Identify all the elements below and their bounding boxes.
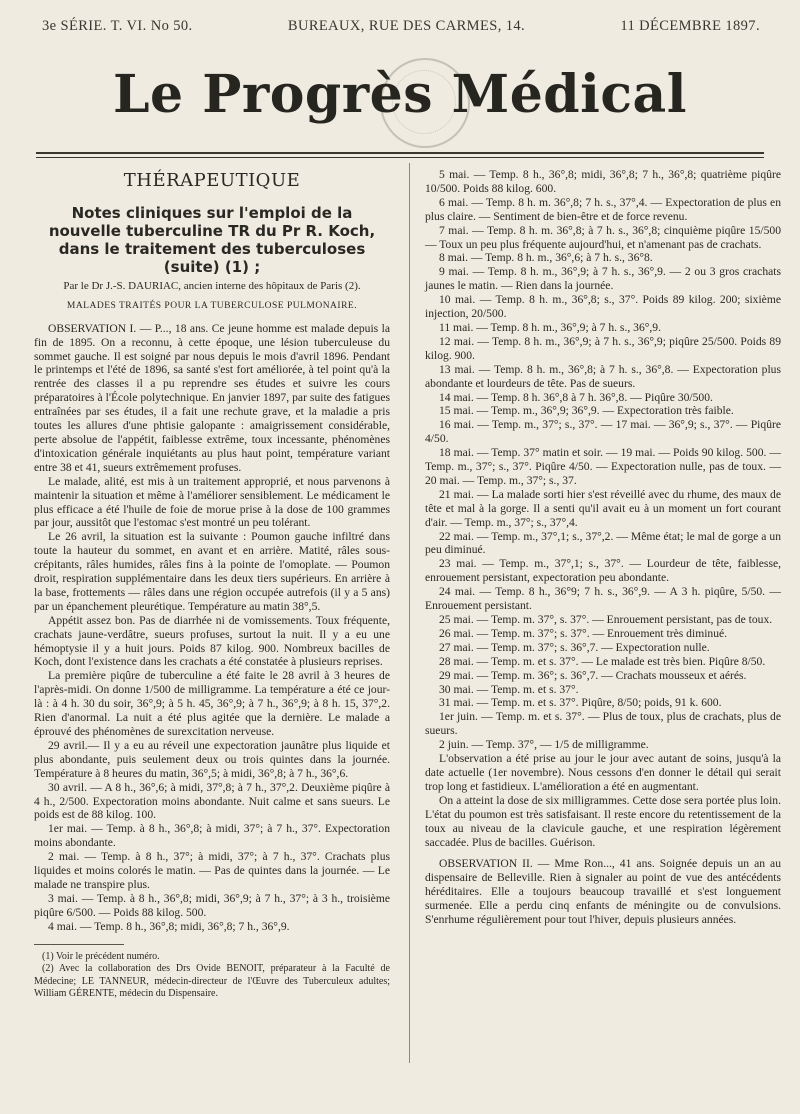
article-subhead: MALADES TRAITÉS POUR LA TUBERCULOSE PULMONAIRE. bbox=[66, 300, 358, 311]
left-paragraph: 4 mai. — Temp. 8 h., 36°,8; midi, 36°,8; 7 h., 36°,9. bbox=[48, 919, 290, 933]
right-paragraph: 2 juin. — Temp. 37°, — 1/5 de milligramme. bbox=[439, 738, 649, 752]
left-paragraph: Le 26 avril, la situation est la suivante : Poumon gauche infiltré dans toute la hauteur du sommet, en avant et en arrière. Matité, râles sous-crépitants, râles humides, râles fins à la pointe de l'omoplate. — Poumon droit, respiration supplémentaire dans les deux tiers supérieurs. En arrière à la base, frottements — râles dans une région occupée autrefois (il y a 5 ans) par un épanchement pleurétique. Température au matin 38°,5. bbox=[34, 530, 390, 613]
office-address: BUREAUX, RUE DES CARMES, 14. bbox=[287, 18, 526, 34]
left-paragraph: La première piqûre de tuberculine a été faite le 28 avril à 3 heures de l'après-midi. On donne 1/500 de milligramme. La température a été ce jour-là : à 4 h. 30 du soir, 36°,9; à 5 h. 45, 36°,9; à 7 h., 36°,9; à 8 h. 15, 37°,2. Rien d'anormal. La nuit a été plus agitée que la dernière. Le malade a éprouvé des phénomènes de surexcitation nerveuse. bbox=[34, 669, 390, 738]
right-paragraph: OBSERVATION II. — Mme Ron..., 41 ans. Soignée depuis un an au dispensaire de Belleville. Rien à signaler au point de vue des antécédents héréditaires. Elle a toujours beaucoup travaillé et s'est longuement surmenée. Elle a perdu cinq enfants de méningite ou de convulsions. S'enrhume régulièrement pour tout l'hiver, depuis plusieurs années. bbox=[425, 857, 781, 927]
left-paragraph: 29 avril.— Il y a eu au réveil une expectoration jaunâtre plus liquide et plus abondante, puis seulement deux ou trois quintes dans la journée. Température à 8 heures du matin, 36°,5; à midi, 36°,8; à 7 h., 36°,6. bbox=[34, 738, 390, 780]
right-column bbox=[425, 168, 781, 927]
masthead-rule bbox=[36, 152, 764, 154]
right-paragraph: 7 mai. — Temp. 8 h. m. 36°,8; à 7 h. s., 36°,8; cinquième piqûre 15/500 — Toux un peu plus fréquente aujourd'hui, et n'amenant pas de crachats. bbox=[425, 223, 781, 251]
right-paragraph: 22 mai. — Temp. m., 37°,1; s., 37°,2. — Même état; le mal de gorge a un peu diminué. bbox=[425, 529, 781, 557]
right-paragraph: 1er juin. — Temp. m. et s. 37°. — Plus de toux, plus de crachats, plus de sueurs. bbox=[425, 710, 781, 738]
right-paragraph: 24 mai. — Temp. 8 h., 36°9; 7 h. s., 36°,9. — A 3 h. piqûre, 5/50. — Enrouement persistant. bbox=[425, 585, 781, 613]
article-byline: Par le Dr J.-S. DAURIAC, ancien interne des hôpitaux de Paris (2). bbox=[63, 279, 361, 292]
paragraph-gap bbox=[425, 849, 781, 857]
footnote-rule bbox=[34, 944, 124, 945]
left-paragraph: OBSERVATION I. — P..., 18 ans. Ce jeune homme est malade depuis la fin de 1895. On a reconnu, à cette époque, une lésion tuberculeuse du sommet gauche. Il est soigné par nous depuis le mois d'avril 1896. Pendant le printemps et l'été de 1896, sa santé s'est fort améliorée, à tel point qu'à la rentrée des classes il a pu reprendre ses études et suivre les cours préparatoires à l'École polytechnique. En janvier 1897, par suite des fatigues entraînées par ses études, il a fait une rechute grave, et la maladie a pris toutes les allures d'une phtisie galopante : amaigrissement considérable, perte absolue de l'appétit, faiblesse extrême, toux incessante, phénomènes d'intoxication générale inquiétants au plus haut point, température variant entre 38 et 41, sueurs extrêmement profuses. bbox=[34, 321, 390, 474]
right-paragraph: 29 mai. — Temp. m. 36°; s. 36°,7. — Crachats mousseux et aérés. bbox=[439, 668, 747, 682]
right-paragraph: 10 mai. — Temp. 8 h. m., 36°,8; s., 37°. Poids 89 kilog. 200; sixième injection, 20/500. bbox=[425, 293, 781, 321]
right-paragraph: 11 mai. — Temp. 8 h. m., 36°,9; à 7 h. s., 36°,9. bbox=[439, 320, 661, 334]
right-paragraph: 15 mai. — Temp. m., 36°,9; 36°,9. — Expectoration très faible. bbox=[439, 404, 734, 418]
right-paragraph: 8 mai. — Temp. 8 h. m., 36°,6; à 7 h. s., 36°8. bbox=[439, 251, 653, 265]
right-paragraph: 6 mai. — Temp. 8 h. m. 36°,8; 7 h. s., 37°,4. — Expectoration de plus en plus claire. — Sentiment de bien-être et de force revenu. bbox=[425, 195, 781, 223]
left-column bbox=[34, 168, 390, 1001]
right-paragraph: On a atteint la dose de six milligrammes. Cette dose sera portée plus loin. L'état du poumon est très satisfaisant. Il reste encore du retentissement de la toux au niveau de la clavicule gauche, et une respiration légèrement saccadée. Plus de bacilles. Guérison. bbox=[425, 793, 781, 849]
masthead-title: Le Progrès Médical bbox=[112, 64, 688, 125]
footnotes bbox=[34, 951, 390, 1001]
right-paragraph: 27 mai. — Temp. m. 37°; s. 36°,7. — Expectoration nulle. bbox=[439, 640, 710, 654]
left-paragraph: 2 mai. — Temp. à 8 h., 37°; à midi, 37°; à 7 h., 37°. Crachats plus liquides et moins colorés le matin. — Pas de quintes dans la journée. — Le malade ne transpire plus. bbox=[34, 850, 390, 891]
masthead-rule-thin bbox=[36, 157, 764, 158]
left-paragraph: 30 avril. — A 8 h., 36°,6; à midi, 37°,8; à 7 h., 37°,2. Deuxième piqûre à 4 h., 2/500. Expectoration moins abondante. Nuit calme et sans sueurs. Le poids est de 88 kilog. 100. bbox=[34, 780, 390, 822]
right-paragraph: L'observation a été prise au jour le jour avec autant de soins, jusqu'à la date actuelle (1er novembre). Nous cessons d'en donner le détail qui serait trop long et fastidieux. L'amélioration a été en augmentant. bbox=[425, 752, 781, 793]
issue-date: 11 DÉCEMBRE 1897. bbox=[620, 18, 760, 34]
right-paragraph: 9 mai. — Temp. 8 h. m., 36°,9; à 7 h. s., 36°,9. — 2 ou 3 gros crachats jaunes le matin. — Rien dans la journée. bbox=[425, 265, 781, 293]
left-paragraph: 3 mai. — Temp. à 8 h., 36°,8; midi, 36°,9; à 7 h., 37°; à 3 h., troisième piqûre 6/500. — Poids 88 kilog. 500. bbox=[34, 891, 390, 919]
section-title: THÉRAPEUTIQUE bbox=[123, 170, 301, 191]
footnote: (1) Voir le précédent numéro. bbox=[42, 950, 160, 962]
right-paragraph: 31 mai. — Temp. m. et s. 37°. Piqûre, 8/50; poids, 91 k. 600. bbox=[439, 696, 722, 710]
series-number: 3e SÉRIE. T. VI. No 50. bbox=[42, 18, 193, 34]
right-paragraph: 14 mai. — Temp. 8 h. 36°,8 à 7 h. 36°,8. — Piqûre 30/500. bbox=[439, 390, 713, 404]
right-paragraph: 12 mai. — Temp. 8 h. m., 36°,9; à 7 h. s., 36°,9; piqûre 25/500. Poids 89 kilog. 900. bbox=[425, 334, 781, 362]
right-paragraph: 21 mai. — La malade sorti hier s'est réveillé avec du rhume, des maux de tête et mal à la gorge. Il a senti qu'il avait eu à un moment un fort courant d'air. — Temp. m., 37°; s., 37°,4. bbox=[425, 487, 781, 529]
page-header bbox=[42, 18, 760, 35]
column-divider bbox=[409, 163, 410, 1063]
right-paragraph: 23 mai. — Temp. m., 37°,1; s., 37°. — Lourdeur de tête, faiblesse, enrouement persistant, expectoration peu abondante. bbox=[425, 557, 781, 585]
left-paragraph: Appétit assez bon. Pas de diarrhée ni de vomissements. Toux fréquente, crachats jaune-verdâtre, sueurs profuses, surtout la nuit. Il y a eu une hémoptysie il y a huit jours. Poids 87 kilog. 900. Nombreux bacilles de Koch, dont l'existence dans les crachats a été constatée à plusieurs reprises. bbox=[34, 613, 390, 669]
right-paragraph: 28 mai. — Temp. m. et s. 37°. — Le malade est très bien. Piqûre 8/50. bbox=[439, 654, 766, 668]
left-paragraph: 1er mai. — Temp. à 8 h., 36°,8; à midi, 37°; à 7 h., 37°. Expectoration moins abondante. bbox=[34, 822, 390, 850]
footnote: (2) Avec la collaboration des Drs Ovide BENOIT, préparateur à la Faculté de Médecine; LE TANNEUR, médecin-directeur de l'Œuvre des Tuberculeux adultes; William GÉRENTE, médecin du Dispensaire. bbox=[34, 963, 390, 1000]
right-paragraph: 16 mai. — Temp. m., 37°; s., 37°. — 17 mai. — 36°,9; s., 37°. — Piqûre 4/50. bbox=[425, 418, 781, 446]
right-paragraph: 13 mai. — Temp. 8 h. m., 36°,8; à 7 h. s., 36°,8. — Expectoration plus abondante et lourdeurs de tête. Pas de sueurs. bbox=[425, 362, 781, 390]
right-paragraph: 30 mai. — Temp. m. et s. 37°. bbox=[439, 682, 579, 696]
right-paragraph: 5 mai. — Temp. 8 h., 36°,8; midi, 36°,8; 7 h., 36°,8; quatrième piqûre 10/500. Poids 88 kilog. 600. bbox=[425, 168, 781, 195]
article-title: Notes cliniques sur l'emploi de la nouvelle tuberculine TR du Pr R. Koch, dans le traitement des tuberculoses (suite) (1) ; bbox=[48, 203, 376, 276]
right-paragraph: 25 mai. — Temp. m. 37°, s. 37°. — Enrouement persistant, pas de toux. bbox=[439, 613, 773, 626]
right-paragraph: 18 mai. — Temp. 37° matin et soir. — 19 mai. — Poids 90 kilog. 500. — Temp. m., 37°; s., 37°. Piqûre 4/50. — Expectoration nulle, pas de toux. — 20 mai. — Temp. m., 37°; s., 37. bbox=[425, 446, 781, 487]
right-paragraph: 26 mai. — Temp. m. 37°; s. 37°. — Enrouement très diminué. bbox=[439, 626, 728, 640]
left-paragraph: Le malade, alité, est mis à un traitement approprié, et nous parvenons à maintenir la situation et même à l'améliorer sensiblement. Le médicament le plus efficace a été l'huile de foie de morue prise à la dose de 100 grammes par jour, aussitôt que l'estomac s'est montré un peu tolérant. bbox=[34, 474, 390, 530]
